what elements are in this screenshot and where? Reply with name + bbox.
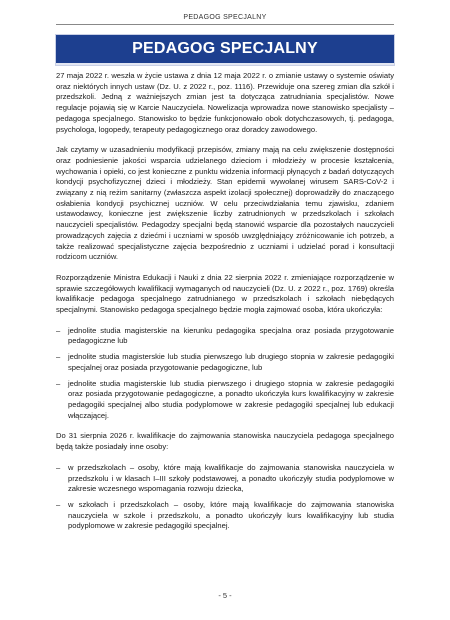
list-item <box>56 352 394 373</box>
list-dash: – <box>56 325 61 335</box>
list-item-text: jednolite studia magisterskie lub studia pierwszego lub drugiego stopnia w zakresie pedagogiki specjalnej oraz posiada przygotowanie pedagogiczne, lub <box>68 352 394 372</box>
title-banner <box>56 35 394 65</box>
list-item-text: w przedszkolach – osoby, które mają kwalifikacje do zajmowania stanowiska nauczyciela w przedszkolu i w klasach I–III szkoły podstawowej, a ponadto ukończyły studia podyplomowe w zakresie wczesnego wspomagania rozwoju dziecka, <box>68 462 394 494</box>
list-item-text: jednolite studia magisterskie lub studia pierwszego i drugiego stopnia w zakresie pedagogiki oraz posiada przygotowanie pedagogiczne, a ponadto ukończyła kurs kwalifikacyjny w zakresie pedagogiki specjalnej albo studia podyplomowe w zakresie pedagogiki specjalnej lub edukacji włączającej. <box>68 378 394 420</box>
qualifications-list <box>56 326 394 422</box>
list-dash: – <box>56 378 61 388</box>
list-dash: – <box>56 352 61 362</box>
list-item <box>56 463 394 495</box>
transitional-qualifications-list <box>56 463 394 532</box>
header-divider <box>56 24 394 25</box>
list-item-text: w szkołach i przedszkolach – osoby, które mają kwalifikacje do zajmowania stanowiska nauczyciela w szkole i przedszkolu, a ponadto ukończyły kurs kwalifikacyjny lub studia podyplomowe w zakresie pedagogiki specjalnej. <box>68 499 394 531</box>
list-item <box>56 500 394 532</box>
list-item <box>56 326 394 347</box>
list-dash: – <box>56 499 61 509</box>
paragraph-transition: Do 31 sierpnia 2026 r. kwalifikacje do zajmowania stanowiska nauczyciela pedagoga specjalnego będą także posiadały inne osoby: <box>56 431 394 452</box>
paragraph-regulation: Rozporządzenie Ministra Edukacji i Nauki z dnia 22 sierpnia 2022 r. zmieniające rozporządzenie w sprawie szczegółowych kwalifikacji wymaganych od nauczycieli (Dz. U. z 2022 r., poz. 1769) określa kwalifikacje pedagoga specjalnego zatrudnianego w przedszkolach i szkołach niebędących specjalnymi. Stanowisko pedagoga specjalnego będzie mogła zajmować osoba, która ukończyła: <box>56 272 394 315</box>
paragraph-intro: 27 maja 2022 r. weszła w życie ustawa z dnia 12 maja 2022 r. o zmianie ustawy o systemie oświaty oraz niektórych innych ustaw (Dz. U. z 2022 r., poz. 1116). Przewiduje ona szereg zmian dla szkół i przedszkoli. Jedną z ważniejszych zmian jest ta dotycząca zatrudniania specjalistów. Nowe regulacje pojawią się w Karcie Nauczyciela. Nowelizacja wprowadza nowe stanowisko specjalisty – pedagoga specjalnego. Stanowisko to będzie funkcjonowało obok dotychczasowych, tj. pedagoga, psychologa, logopedy, terapeuty pedagogicznego oraz doradcy zawodowego. <box>56 71 394 134</box>
document-body <box>56 71 394 542</box>
list-item-text: jednolite studia magisterskie na kierunku pedagogika specjalna oraz posiada przygotowanie pedagogiczne lub <box>68 325 394 346</box>
page-title: PEDAGOG SPECJALNY <box>132 40 318 57</box>
page-number: - 5 - <box>218 591 232 600</box>
running-header: PEDAGOG SPECJALNY <box>183 14 267 21</box>
list-item <box>56 379 394 422</box>
list-dash: – <box>56 462 61 472</box>
paragraph-justification: Jak czytamy w uzasadnieniu modyfikacji przepisów, zmiany mają na celu zwiększenie dostępności oraz podniesienie jakości wsparcia udzielanego dzieciom i młodzieży w procesie kształcenia, wychowania i opieki, co jest konieczne z punktu widzenia informacji płynących z badań dotyczących kondycji psychofizycznej dzieci i młodzieży. Stan epidemii wywołanej wirusem SARS-CoV-2 i związany z nią reżim sanitarny (zwłaszcza aspekt izolacji społecznej) doprowadziły do znaczącego osłabienia kondycji psychicznej uczniów. W celu przeciwdziałania temu zjawisku, zdaniem ustawodawcy, konieczne jest zwiększenie liczby zatrudnionych w przedszkolach i szkołach nauczycieli specjalistów. Pedagodzy specjalni będą stanowić wsparcie dla pozostałych nauczycieli prowadzących zajęcia z dziećmi i uczniami w sposób uwzględniający zróżnicowanie ich potrzeb, a także realizować specjalistyczne zajęcia bezpośrednio z uczniami i udzielać porad i konsultacji rodzicom uczniów. <box>56 145 394 262</box>
